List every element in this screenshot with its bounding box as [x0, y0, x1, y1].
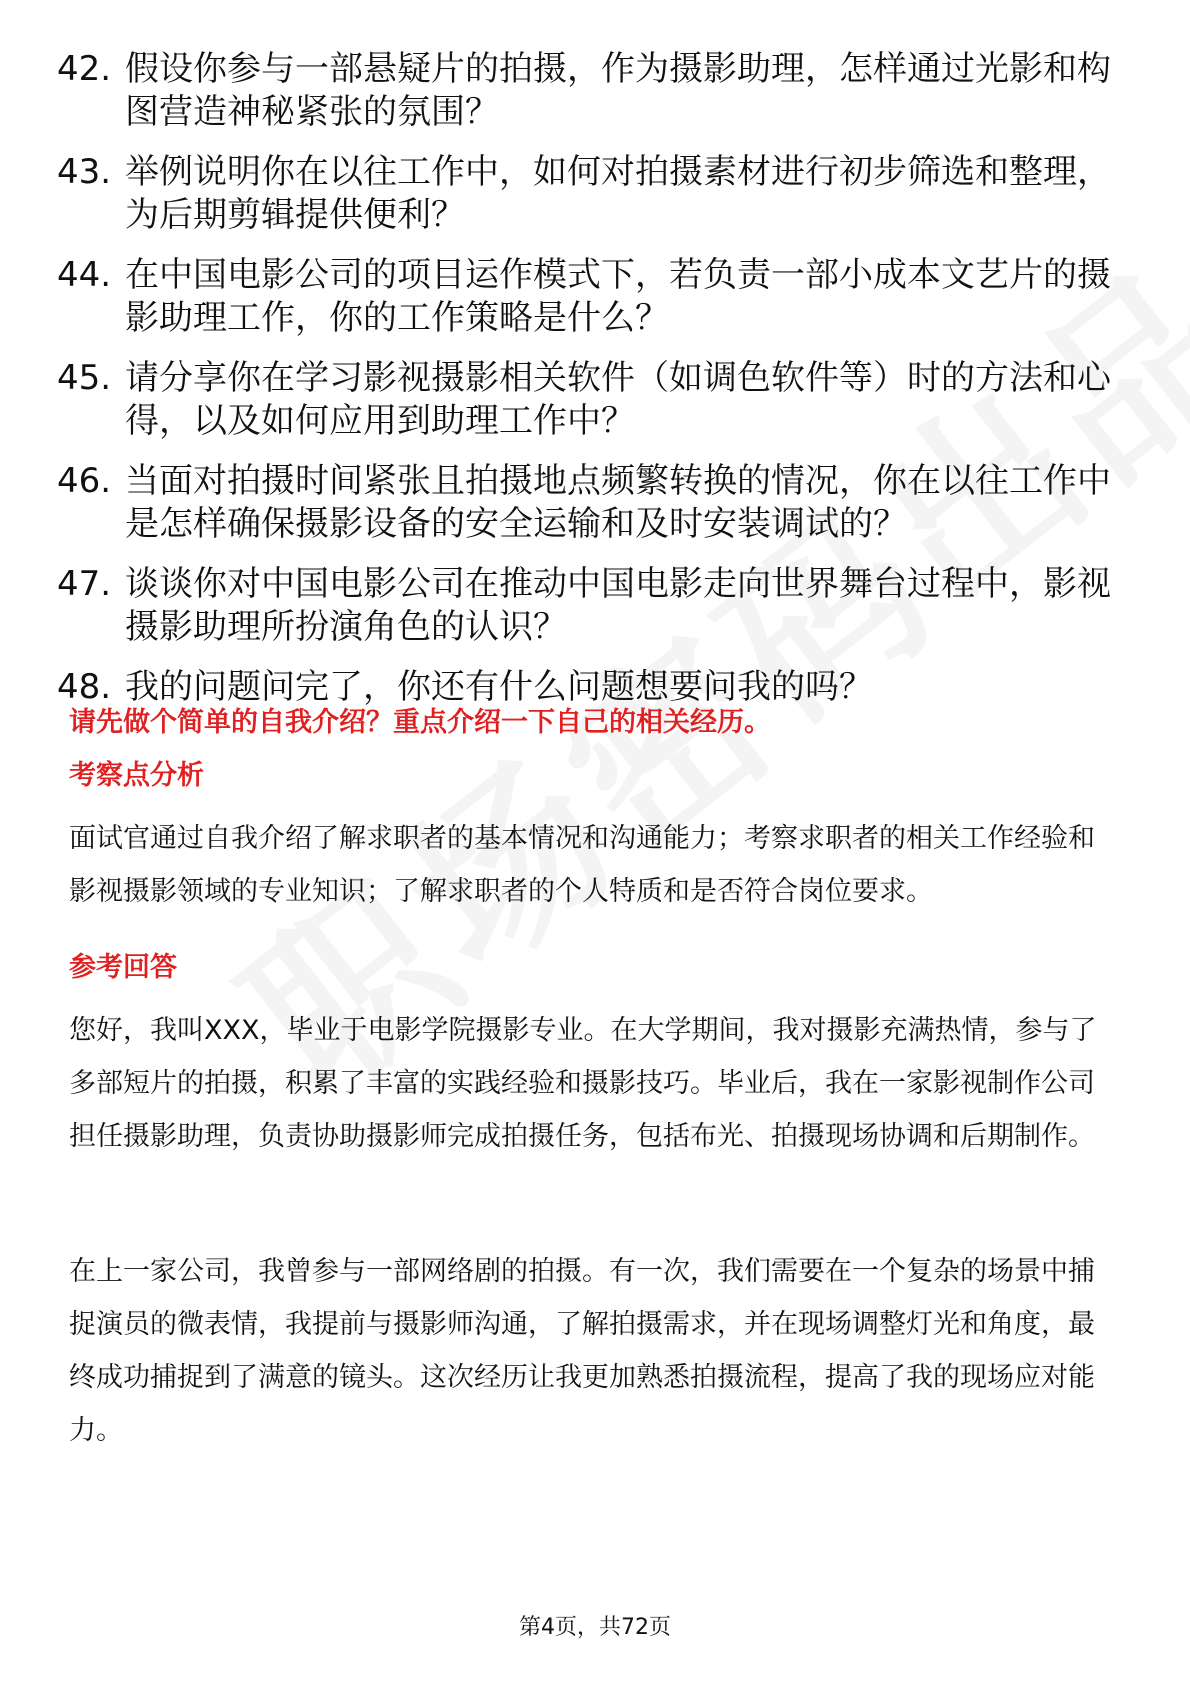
question-list: [57, 48, 1117, 726]
list-item: [57, 460, 1117, 546]
question-number: 47.: [57, 564, 112, 604]
question-text: 举例说明你在以往工作中，如何对拍摄素材进行初步筛选和整理，为后期剪辑提供便利？: [125, 152, 1111, 235]
question-text: 在中国电影公司的项目运作模式下，若负责一部小成本文艺片的摄影助理工作，你的工作策略是什么？: [125, 255, 1111, 338]
question-text: 当面对拍摄时间紧张且拍摄地点频繁转换的情况，你在以往工作中是怎样确保摄影设备的安全运输和及时安装调试的？: [125, 461, 1111, 544]
page-footer: 第4页，共72页: [519, 1615, 671, 1640]
list-item: [57, 563, 1117, 649]
analysis-text: 面试官通过自我介绍了解求职者的基本情况和沟通能力；考察求职者的相关工作经验和影视摄影领域的专业知识；了解求职者的个人特质和是否符合岗位要求。: [69, 823, 1095, 907]
reference-paragraph: 您好，我叫XXX，毕业于电影学院摄影专业。在大学期间，我对摄影充满热情，参与了多部短片的拍摄，积累了丰富的实践经验和摄影技巧。毕业后，我在一家影视制作公司担任摄影助理，负责协助摄影师完成拍摄任务，包括布光、拍摄现场协调和后期制作。: [69, 1015, 1097, 1152]
question-text: 我的问题问完了，你还有什么问题想要问我的吗？: [125, 667, 873, 707]
question-text: 假设你参与一部悬疑片的拍摄，作为摄影助理，怎样通过光影和构图营造神秘紧张的氛围？: [125, 49, 1111, 132]
question-number: 48.: [57, 667, 112, 707]
question-number: 45.: [57, 358, 112, 398]
question-number: 44.: [57, 255, 112, 295]
question-number: 46.: [57, 461, 112, 501]
list-item: [57, 254, 1117, 340]
list-item: [57, 151, 1117, 237]
analysis-heading: 考察点分析: [69, 760, 204, 791]
intro-question-heading: 请先做个简单的自我介绍？重点介绍一下自己的相关经历。: [69, 707, 771, 738]
question-number: 43.: [57, 152, 112, 192]
list-item: [57, 357, 1117, 443]
list-item: [57, 48, 1117, 134]
question-number: 42.: [57, 49, 112, 89]
reference-paragraph: 在上一家公司，我曾参与一部网络剧的拍摄。有一次，我们需要在一个复杂的场景中捕捉演员的微表情，我提前与摄影师沟通，了解拍摄需求，并在现场调整灯光和角度，最终成功捕捉到了满意的镜头。这次经历让我更加熟悉拍摄流程，提高了我的现场应对能力。: [69, 1256, 1095, 1446]
reference-heading: 参考回答: [69, 952, 177, 983]
question-text: 请分享你在学习影视摄影相关软件（如调色软件等）时的方法和心得，以及如何应用到助理工作中？: [125, 358, 1111, 441]
question-text: 谈谈你对中国电影公司在推动中国电影走向世界舞台过程中，影视摄影助理所扮演角色的认识？: [125, 564, 1111, 647]
